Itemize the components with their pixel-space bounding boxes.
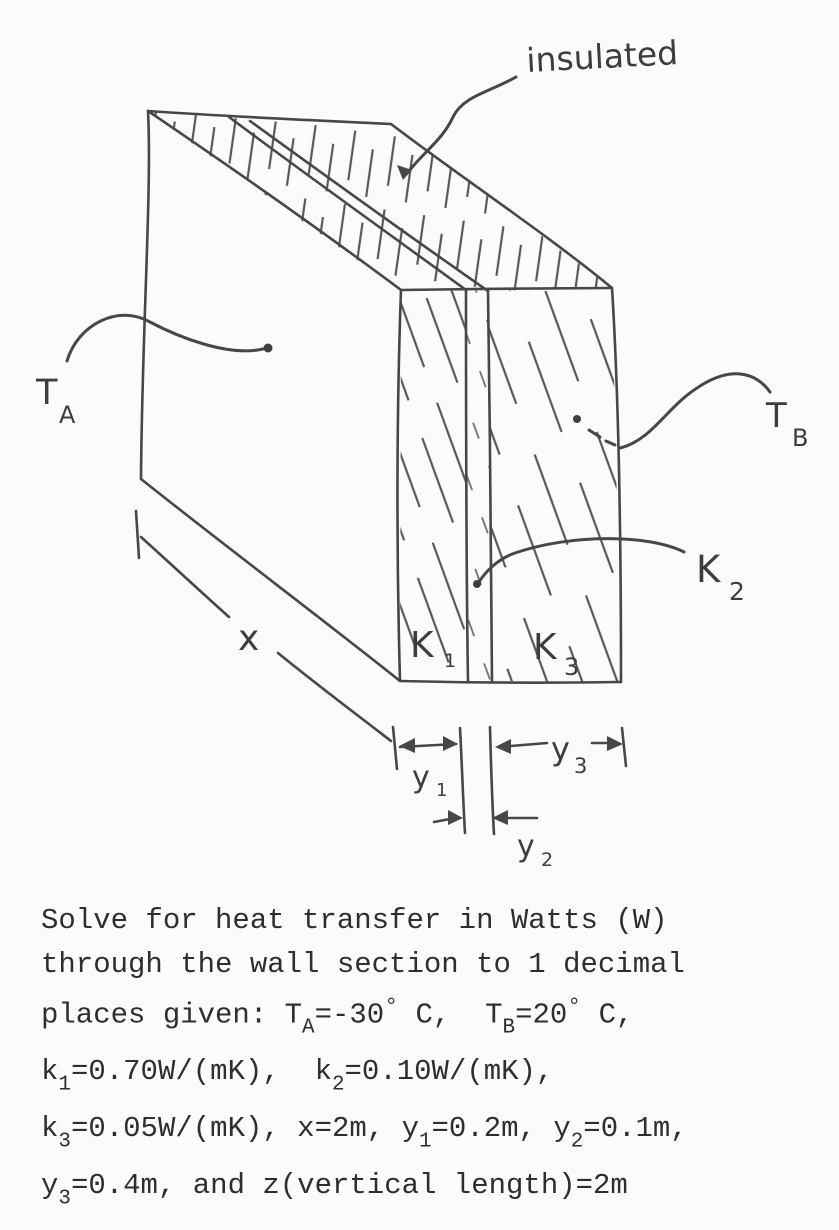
y1-left-tick: [393, 727, 397, 769]
y1-dim-label-sub: 1: [436, 780, 448, 801]
y3-left-arrowhead-icon: [495, 739, 511, 754]
x-dim-line: [141, 537, 391, 741]
k2-leader-dot: [473, 580, 481, 588]
problem-line-4: [41, 1050, 688, 1107]
y2-dim-label: y: [517, 829, 535, 864]
y3-right-tick: [622, 728, 626, 766]
problem-line-1: [41, 899, 688, 943]
problem-text: =0.10W/(mK),: [344, 1055, 554, 1089]
problem-statement: [41, 899, 688, 1221]
problem-text: places given: T: [41, 998, 303, 1032]
subscript: B: [502, 1016, 516, 1040]
ta-label-sub: A: [59, 401, 76, 429]
problem-text: =0.2m, y: [431, 1112, 571, 1146]
problem-text: k: [41, 1112, 59, 1146]
k3-label-sub: 3: [564, 653, 580, 681]
insulated-callout: [397, 33, 679, 180]
problem-line-5: [41, 1107, 688, 1164]
problem-text: =0.4m, and z(vertical length)=2m: [70, 1169, 628, 1203]
subscript: 1: [58, 1073, 71, 1097]
k2-label: K: [696, 548, 721, 591]
problem-line-3: [41, 986, 688, 1050]
x-dim-start-tick: [136, 511, 139, 558]
problem-text: =-30: [314, 998, 385, 1032]
layer-hatching: [400, 288, 621, 682]
problem-text: through the wall section to 1 decimal: [41, 947, 685, 981]
problem-text: =20: [515, 998, 568, 1032]
y1-left-arrowhead-icon: [399, 738, 415, 753]
tb-label: T: [766, 396, 787, 436]
insulation-hatching: [148, 112, 612, 291]
k1-label: K: [410, 625, 434, 666]
y3-dim-line-left: [511, 743, 547, 746]
ta-label: T: [36, 373, 58, 413]
problem-text: C,: [581, 998, 634, 1032]
problem-text: C, T: [398, 998, 503, 1032]
y2-left-lead-line: [434, 819, 450, 822]
problem-text: =0.70W/(mK), k: [70, 1055, 332, 1089]
y2-dim-label-sub: 2: [541, 849, 554, 871]
y2-left-arrowhead-icon: [448, 810, 463, 825]
x-dim-label: x: [238, 618, 260, 659]
subscript: 2: [570, 1130, 584, 1154]
degree-symbol: °: [567, 994, 582, 1020]
k2-label-sub: 2: [729, 577, 745, 606]
subscript: 3: [58, 1130, 71, 1154]
y1-right-arrowhead-icon: [443, 736, 458, 751]
problem-line-6: [41, 1164, 688, 1221]
insulated-label: insulated: [525, 33, 679, 80]
tb-leader-line: [620, 374, 770, 448]
x-dimension: [136, 511, 391, 741]
front-face-bottom-edge: [141, 479, 400, 681]
side-face-bottom-edge: [400, 681, 621, 683]
degree-symbol: °: [384, 994, 399, 1020]
tb-leader-dot: [573, 415, 581, 423]
tb-label-sub: B: [792, 424, 809, 452]
y3-dim-label: y: [551, 730, 570, 768]
y3-dim-label-sub: 3: [574, 754, 588, 778]
ta-leader-dot: [264, 344, 273, 353]
side-face-k1-band: [400, 290, 468, 681]
subscript: 3: [58, 1187, 71, 1211]
problem-text: k: [41, 1055, 59, 1089]
subscript: 2: [331, 1073, 345, 1097]
y1-dim-label: y: [412, 760, 430, 795]
problem-line-2: [41, 943, 688, 987]
ta-leader-line: [67, 315, 263, 361]
problem-text: =0.05W/(mK), x=2m, y: [70, 1112, 419, 1146]
k3-label: K: [533, 627, 557, 668]
side-face-k3-band: [488, 288, 621, 682]
ta-callout: [35, 315, 273, 429]
problem-text: Solve for heat transfer in Watts (W): [41, 904, 668, 937]
problem-text: =0.1m,: [583, 1112, 688, 1146]
subscript: A: [302, 1016, 315, 1040]
subscript: 1: [419, 1130, 432, 1154]
front-face-left-edge: [141, 111, 149, 479]
problem-text: y: [41, 1169, 59, 1203]
k1-label-sub: 1: [444, 650, 457, 672]
y3-right-arrowhead-icon: [607, 736, 623, 751]
